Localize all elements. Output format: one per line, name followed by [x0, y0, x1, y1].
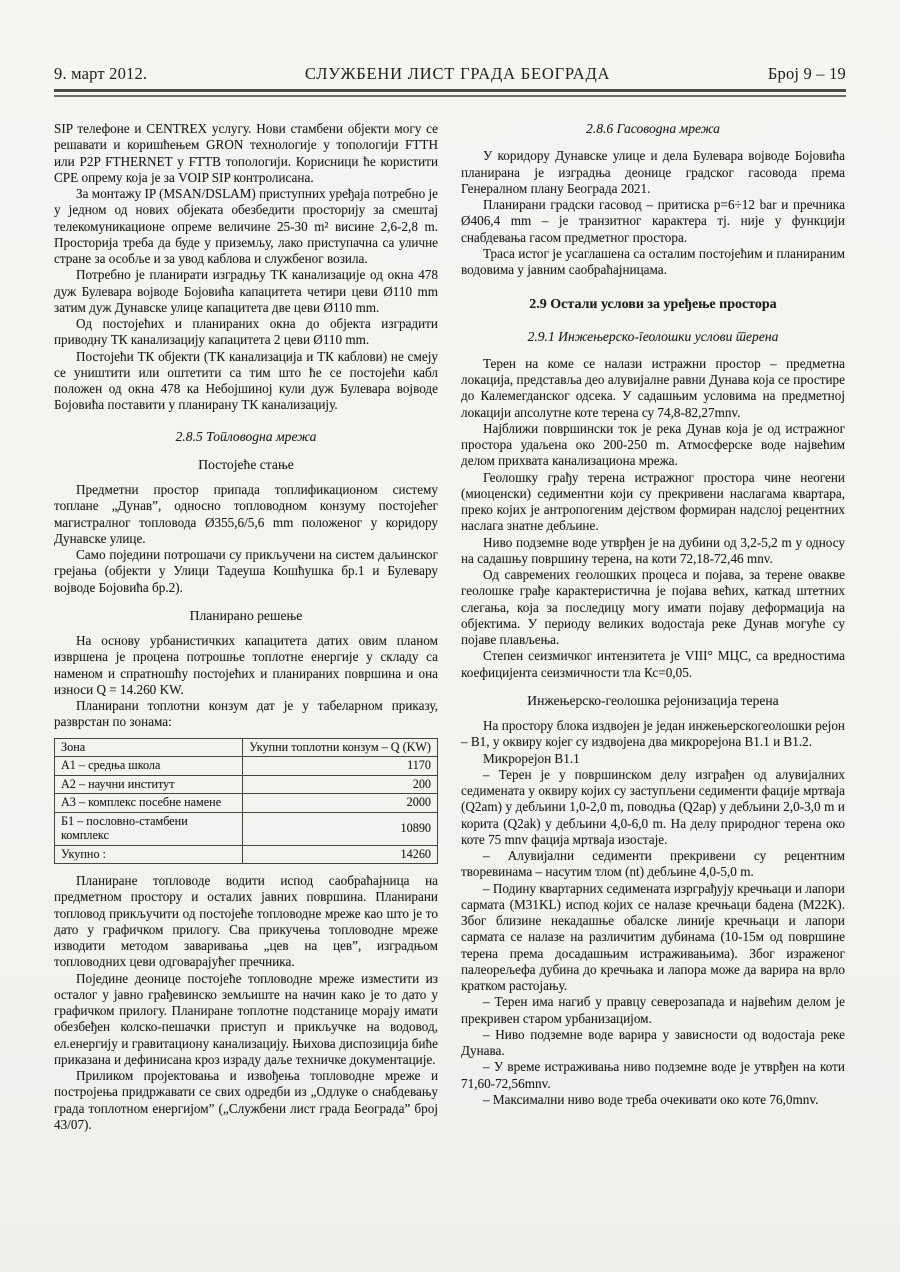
paragraph: Постојећи ТК објекти (ТК канализација и ТК каблови) не смеју се уништити или оштетити са тим што ће се постојећи кабл положен од окна 478 ка Небојшиној кули дуж Булевара војводе Бојовића поставити у планирану ТК канализацију.: [54, 348, 438, 413]
header-title: СЛУЖБЕНИ ЛИСТ ГРАДА БЕОГРАДА: [304, 64, 611, 83]
list-item-dash: – Алувијални седименти прекривени су рецентним творевинама – насутим тлом (nt) дебљине 4,0-5,0 m.: [461, 848, 845, 880]
table-header-row: [55, 738, 438, 757]
table-cell-value: 1170: [242, 757, 437, 776]
table-header-value: Укупни топлотни конзум – Q (KW): [242, 738, 437, 757]
heat-consumption-table: [54, 738, 438, 865]
section-heading-2-9: 2.9 Остали услови за уређење простора: [529, 297, 777, 313]
table-cell-value: 14260: [242, 845, 437, 864]
header-rule: [54, 89, 846, 97]
table-cell-zone: Укупно :: [55, 845, 243, 864]
paragraph: На основу урбанистичких капацитета датих овим планом извршена је процена потрошње топлотне енергије у складу са наменом и спратношћу постојећих и планираних површина и она износи Q = 14.260 KW.: [54, 633, 438, 697]
paragraph: Геолошку грађу терена истражног простора чине неогени (миоценски) седиментни који су прекривени наслагама квартара, преко којих је антропогеним дејством формиран надслој рецентних наслага знатне дебљине.: [461, 469, 845, 534]
paragraph: Најближи површински ток је река Дунав која је од истражног простора удаљена око 200-250 m. Атмосферске воде највећим делом прихвата канализациона мрежа.: [461, 420, 845, 469]
table-cell-zone: А3 – комплекс посебне намене: [55, 794, 243, 813]
paragraph: Микрорејон В1.1: [483, 750, 580, 766]
table-cell-zone: Б1 – пословно-стамбени комплекс: [55, 812, 243, 845]
section-heading-2-8-5: 2.8.5 Топловодна мрежа: [175, 428, 317, 444]
paragraph: Траса истог је усаглашена са осталим постојећим и планираним водовима у јавним саобраћајницама.: [461, 245, 845, 277]
table-row: [55, 812, 438, 845]
section-heading-2-8-6: 2.8.6 Гасоводна мрежа: [586, 121, 720, 136]
list-item-dash: – У време истраживања ниво подземне воде је утврђен на коти 71,60-72,56mnv.: [461, 1059, 845, 1091]
column-right: [461, 121, 845, 1133]
list-item-dash: – Подину квартарних седимената изрграђују кречњаци и лапори сармата (M31KL) испод којих се налазе кречњаци бадена (M22K). Због близине некадашње обалске линије кречњаци и лапори сармата се налазе на различитим дубинама (10-15м од површине терена према досадашњим истраживањима). Због израженог палеорељефа дубина до кречњака и лапора може да варира на врло кратком растојању.: [461, 880, 845, 993]
paragraph: Од постојећих и планираних окна до објекта изградити приводну ТК канализацију капацитета 2 цеви Ø110 mm.: [54, 316, 438, 348]
header-issue-number: Број 9 – 19: [767, 64, 846, 83]
section-heading-2-9-1: 2.9.1 Инжењерско-геолошки услови терена: [527, 328, 779, 344]
column-left: [54, 121, 438, 1133]
table-cell-value: 2000: [242, 794, 437, 813]
paragraph: У коридору Дунавске улице и дела Булевара војводе Бојовића планирана је изградња деонице градског гасовода према Генералном плану Београда 2021.: [461, 148, 845, 196]
paragraph: Предметни простор припада топлификационом систему топлане „Дунав”, односно топловодном конзуму постојећег магистралног топловода Ø355,6/5,6 mm положеног у коридору Дунавске улице.: [54, 482, 438, 546]
table-row: [55, 757, 438, 776]
list-item-dash: – Терен има нагиб у правцу северозапада и највећим делом је прекривен старом урбанизацијом.: [461, 994, 845, 1026]
subsection-heading-existing-state: Постојеће стање: [198, 456, 294, 472]
paragraph: Од савремених геолошких процеса и појава, за терене овакве геолошке грађе карактеристична је појава већих, каткад штетних слегања, која за последицу могу имати појаву деформација на објектима. У периоду великих водостаја реке Дунав могуће су појаве плављења.: [461, 567, 845, 647]
table-cell-value: 10890: [242, 812, 437, 845]
subsection-heading-rejonization: Инжењерско-геолошка рејонизација терена: [527, 692, 779, 708]
table-cell-value: 200: [242, 775, 437, 794]
content-columns: [54, 121, 846, 1133]
paragraph: Поједине деонице постојеће топловодне мреже изместити из осталог у јавно грађевинско земљиште на начин како је то дато у графичком прилогу. Планиране топлотне подстанице морају имати обезбеђен колско-пешачки приступ и прикључке на водовод, ел.енергију и гравитациону канализацију. Њихова диспозиција биће приказана и дефинисана кроз израду даље техничке документације.: [54, 970, 438, 1067]
subsection-heading-planned-solution: Планирано решење: [189, 607, 303, 623]
list-item-dash: – Максимални ниво воде треба очекивати око коте 76,0mnv.: [483, 1091, 819, 1107]
paragraph: SIP телефоне и CENTREX услугу. Нови стамбени објекти могу се решавати и коришћењем GRON технологије у топологији FTTH или P2P FTHERNET у FTTB топологији. Корисници ће користити CPE опрему која је за VOIP SIP контролисана.: [54, 121, 438, 185]
list-item-dash: – Ниво подземне воде варира у зависности од водостаја реке Дунава.: [461, 1026, 845, 1058]
paragraph: Планирани топлотни конзум дат је у табеларном приказу, разврстан по зонама:: [54, 698, 438, 730]
table-cell-zone: А1 – средња школа: [55, 757, 243, 776]
table-row-total: [55, 845, 438, 864]
paragraph: Потребно је планирати изградњу ТК канализације од окна 478 дуж Булевара војводе Бојовића капацитета четири цеви Ø110 mm затим дуж Дунавске улице капацитета две цеви Ø110 mm.: [54, 267, 438, 315]
paragraph: Приликом пројектовања и извођења топловодне мреже и постројења придржавати се свих одредби из „Одлуке о снабдевању града топлотном енергијом” („Службени лист града Београда” број 43/07).: [54, 1068, 438, 1132]
paragraph: За монтажу IP (MSAN/DSLAM) приступних уређаја потребно је у једном од нових објеката обезбедити просторију за смештај телекомуникационе опреме величине 25-30 m² висине 2,6-2,8 m. Просторија треба да буде у приземљу, лако приступачна са уличне стране за особље и за увод каблова и службеног возила.: [54, 186, 438, 266]
paragraph: Само поједини потрошачи су прикључени на систем даљинског грејања (објекти у Улици Тадеуша Кошћушка бр.1 и Булевару војводе Бојовића бр.2).: [54, 547, 438, 595]
table-header-zone: Зона: [55, 738, 243, 757]
list-item-dash: – Терен је у површинском делу изграђен од алувијалних седимената у оквиру којих су заступљени седименти фације мртваја (Q2am) у дебљини 1,0-2,0 m, поводња (Q2ap) у дебљини 2,0-3,0 m и корита (Q2ak) у дебљини 4,0-6,0 m. На делу природног терена око коте 75 mnv фација мртваја изостаје.: [461, 766, 845, 847]
table-cell-zone: А2 – научни институт: [55, 775, 243, 794]
page-header: [54, 64, 846, 84]
paragraph: Терен на коме се налази истражни простор – предметна локација, представља део алувијалне равни Дунава која се простире до Калемегданског одсека. У садашњим условима на предметној локацији апсолутне коте терена су 74,8-82,27mnv.: [461, 355, 845, 420]
paragraph: Степен сеизмичког интензитета је VIII° МЦС, са вредностима коефицијента сеизмичности тла Кс=0,05.: [461, 648, 845, 680]
paragraph: Ниво подземне воде утврђен је на дубини од 3,2-5,2 m у односу на садашњу површину терена, на коти 72,18-72,46 mnv.: [461, 534, 845, 566]
header-date: 9. март 2012.: [54, 64, 148, 83]
paragraph: Планиране топловоде водити испод саобраћајница на предметном простору и осталих јавних површина. Планирани топловод прикључити од постојеће топловодне мреже као што је то дато у графичком прилогу. Сва прикучења топловодне мреже изводити методом заваривања „цев на цев”, изградњом топловодних цеви одговарајућег пречника.: [54, 873, 438, 970]
paragraph: Планирани градски гасовод – притиска p=6÷12 bar и пречника Ø406,4 mm – је транзитног карактера тј. није у функцији снабдевања гасом предметног простора.: [461, 197, 845, 245]
table-row: [55, 794, 438, 813]
paragraph: На простору блока издвојен је један инжењерскогеолошки рејон – В1, у оквиру којег су издвојена два микрорејона В1.1 и В1.2.: [461, 718, 845, 750]
table-row: [55, 775, 438, 794]
